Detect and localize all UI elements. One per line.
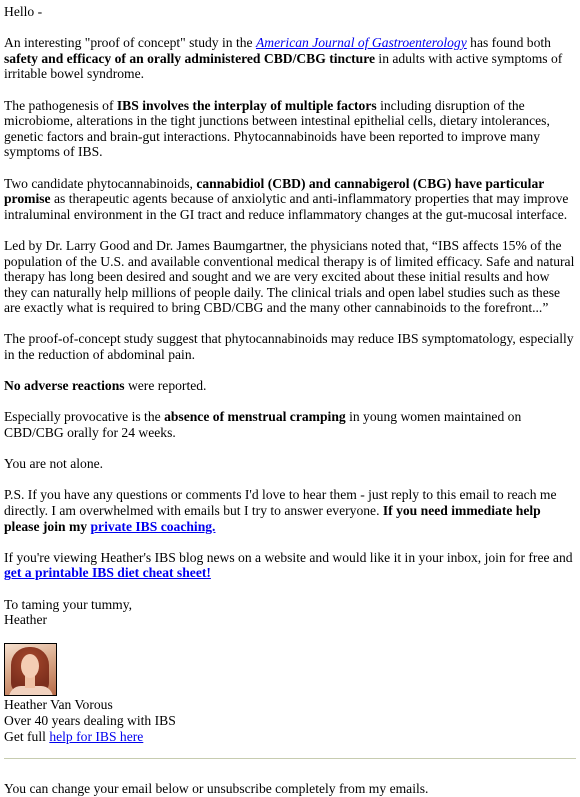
author-photo: [4, 643, 57, 696]
ibs-help-link[interactable]: help for IBS here: [49, 728, 144, 744]
text: in adults with active symptoms of irritable bowel syndrome.: [4, 50, 563, 82]
footer-text: You can change your email below or unsubscribe completely from my emails.: [4, 781, 429, 797]
paragraph-phytocannabinoids: [4, 176, 576, 223]
coaching-link[interactable]: private IBS coaching.: [90, 518, 216, 534]
signature-help: [4, 729, 576, 745]
closing-line: To taming your tummy,: [4, 596, 133, 612]
text: Especially provocative is the: [4, 409, 165, 425]
bold-text: absence of menstrual cramping: [164, 409, 346, 425]
paragraph-ps: [4, 487, 576, 534]
bold-text: No adverse reactions: [4, 378, 125, 394]
text: in young women maintained on CBD/CBG orally for 24 weeks.: [4, 409, 522, 441]
signature-name: Heather Van Vorous: [4, 697, 113, 713]
closing: [4, 597, 576, 628]
journal-link[interactable]: American Journal of Gastroenterology: [255, 35, 467, 51]
text: An interesting "proof of concept" study in the: [4, 35, 256, 51]
text: If you're viewing Heather's IBS blog news on a website and would like it in your inbox, join for free and: [4, 549, 573, 565]
bold-text: IBS involves the interplay of multiple factors: [116, 97, 377, 113]
paragraph-pathogenesis: [4, 98, 576, 160]
bold-text: safety and efficacy of an orally administered CBD/CBG tincture: [4, 50, 376, 66]
text: including disruption of the microbiome, alterations in the tight junctions between intestinal epithelial cells, dietary intolerances, genetic factors and brain-gut interactions. Phytocannabinoids have been reported to improve many symptoms of IBS.: [4, 97, 550, 160]
paragraph-quote: Led by Dr. Larry Good and Dr. James Baumgartner, the physicians noted that, “IBS affects 15% of the population of the U.S. and available conventional medical therapy is of limited efficacy. Safe and natural therapy has long been desired and sought and we are very excited about these initial results and how they can naturally help millions of people daily. The clinical trials and open label studies such as these are exactly what is required to bring CBD/CBG and the many other cannabinoids to the forefront...”: [4, 237, 575, 316]
cheat-sheet-link[interactable]: get a printable IBS diet cheat sheet!: [4, 565, 211, 581]
closing-name: Heather: [4, 612, 48, 628]
paragraph-cramping: [4, 409, 576, 440]
paragraph-conclusion: The proof-of-concept study suggest that phytocannabinoids may reduce IBS symptomatology, especially in the reduction of abdominal pain.: [4, 331, 574, 363]
paragraph-not-alone: You are not alone.: [4, 456, 104, 472]
paragraph-study-intro: [4, 35, 576, 82]
greeting: Hello -: [4, 4, 43, 19]
text: P.S. If you have any questions or comments I'd love to hear them - just reply to this email to reach me directly. I am overwhelmed with emails but I try to answer everyone.: [4, 487, 557, 518]
paragraph-join: [4, 550, 576, 581]
signature-tagline: Over 40 years dealing with IBS: [4, 712, 176, 728]
text: Two candidate phytocannabinoids,: [4, 175, 197, 191]
text: Get full: [4, 728, 50, 744]
text: If you need immediate help please join my: [4, 503, 541, 534]
paragraph-adverse: [4, 378, 576, 394]
bold-text: cannabidiol (CBD) and cannabigerol (CBG) have particular promise: [4, 175, 545, 207]
divider: [4, 758, 576, 759]
signature-block: [4, 697, 576, 744]
text: were reported.: [124, 378, 207, 394]
text: The pathogenesis of: [4, 97, 117, 113]
text: as therapeutic agents because of anxiolytic and anti-inflammatory properties that may improve intraluminal environment in the GI tract and reduce inflammatory changes at the gut-mucosal interface.: [4, 191, 569, 222]
text: has found both: [466, 35, 551, 51]
